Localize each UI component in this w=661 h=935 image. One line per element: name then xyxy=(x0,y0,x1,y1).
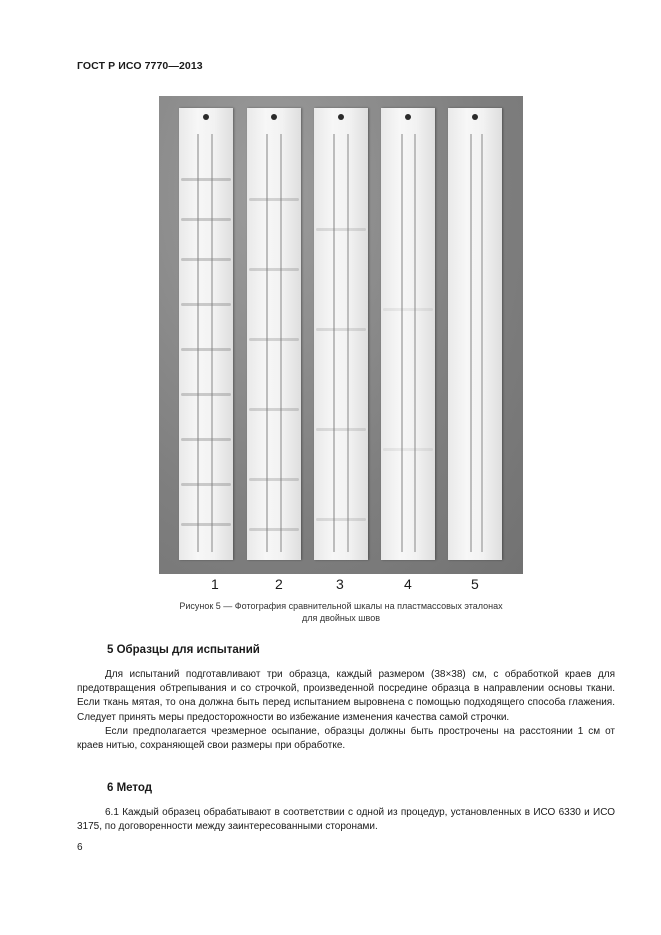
sample-strip-2 xyxy=(247,108,301,560)
figure-label-2: 2 xyxy=(275,576,283,592)
strip-seam xyxy=(266,134,268,552)
section-5-paragraph-1: Для испытаний подготавливают три образца, каждый размером (38×38) см, с обработкой краев для предотвращения обтрепывания и со строчкой, произведенной посредине образца в направлении основы ткани. Если ткань мятая, то она должна быть перед испытанием выровнена с помощью подходящего способа глажения. Следует принять меры предосторожности во избежание изменения качества самой строчки. xyxy=(77,669,615,723)
strip-seam xyxy=(197,134,199,552)
figure-label-4: 4 xyxy=(404,576,412,592)
strip-seam xyxy=(347,134,349,552)
section-5-paragraph-2: Если предполагается чрезмерное осыпание, образцы должны быть прострочены на расстоянии 1 см от краев нитью, сохраняющей свои размеры при обработке. xyxy=(77,725,615,752)
strip-seam xyxy=(280,134,282,552)
section-6-body xyxy=(77,806,615,834)
figure-label-3: 3 xyxy=(336,576,344,592)
strip-hole xyxy=(338,114,344,120)
strip-seam xyxy=(414,134,416,552)
sample-strip-3 xyxy=(314,108,368,560)
section-5-body xyxy=(77,668,615,753)
strip-hole xyxy=(203,114,209,120)
page-number: 6 xyxy=(77,842,83,853)
figure-label-5: 5 xyxy=(471,576,479,592)
strip-hole xyxy=(472,114,478,120)
section-5-heading: 5 Образцы для испытаний xyxy=(107,644,260,656)
strip-seam xyxy=(401,134,403,552)
strip-seam xyxy=(481,134,483,552)
strip-seam xyxy=(470,134,472,552)
strip-hole xyxy=(271,114,277,120)
strip-seam xyxy=(211,134,213,552)
figure-caption-line2: для двойных швов xyxy=(302,613,380,623)
seam-comparison-photo xyxy=(159,96,523,574)
sample-strip-5 xyxy=(448,108,502,560)
document-header: ГОСТ Р ИСО 7770—2013 xyxy=(77,60,203,72)
sample-strip-4 xyxy=(381,108,435,560)
figure-caption-line1: Рисунок 5 — Фотография сравнительной шкалы на пластмассовых эталонах xyxy=(179,601,503,611)
figure-labels xyxy=(159,574,523,594)
section-6-heading: 6 Метод xyxy=(107,782,153,794)
sample-strip-1 xyxy=(179,108,233,560)
section-6-paragraph-1: 6.1 Каждый образец обрабатывают в соответствии с одной из процедур, установленных в ИСО 6330 и ИСО 3175, по договоренности между заинтересованными сторонами. xyxy=(77,807,615,833)
strip-seam xyxy=(333,134,335,552)
strip-hole xyxy=(405,114,411,120)
figure-label-1: 1 xyxy=(211,576,219,592)
